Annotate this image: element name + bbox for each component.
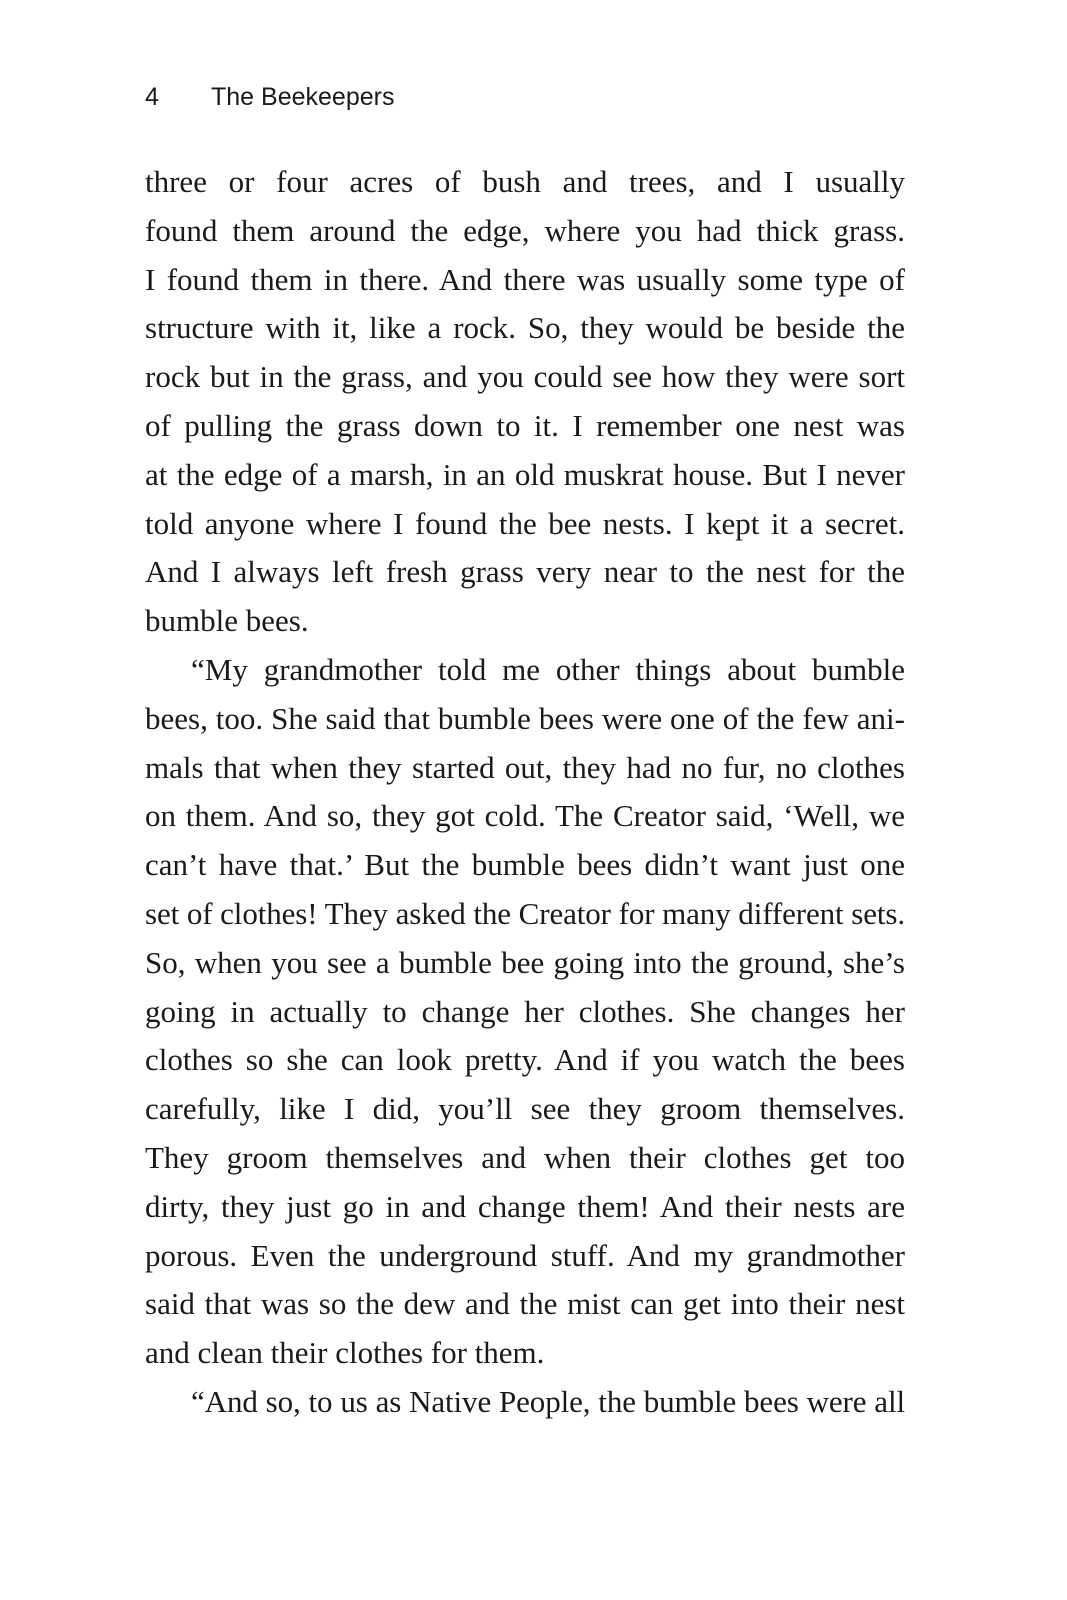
text-line: dirty, they just go in and change them! And their nests are: [145, 1188, 905, 1224]
text-line: set of clothes! They asked the Creator for many different sets.: [145, 895, 905, 931]
running-title: The Beekeepers: [211, 83, 395, 111]
text-line: told anyone where I found the bee nests. I kept it a secret.: [145, 505, 905, 541]
text-line: three or four acres of bush and trees, and I usually: [145, 164, 905, 199]
paragraph-first-line: “My grandmother told me other things about bumble: [191, 651, 905, 687]
text-line: structure with it, like a rock. So, they would be beside the: [145, 310, 905, 346]
text-line: carefully, like I did, you’ll see they groom themselves.: [145, 1091, 905, 1127]
page-number: 4: [145, 83, 159, 111]
text-line: rock but in the grass, and you could see how they were sort: [145, 359, 905, 395]
paragraph-end-line: bumble bees.: [145, 603, 309, 639]
text-line: And I always left fresh grass very near to the nest for the: [145, 554, 905, 590]
running-head: [145, 80, 394, 114]
text-line: of pulling the grass down to it. I remember one nest was: [145, 407, 905, 443]
text-line: said that was so the dew and the mist can get into their nest: [145, 1286, 905, 1322]
text-line: can’t have that.’ But the bumble bees didn’t want just one: [145, 847, 905, 883]
text-line: found them around the edge, where you had thick grass.: [145, 212, 905, 248]
text-line: clothes so she can look pretty. And if you watch the bees: [145, 1042, 905, 1078]
paragraph-end-line: and clean their clothes for them.: [145, 1335, 545, 1371]
text-line: bees, too. She said that bumble bees were one of the few ani-: [145, 700, 905, 736]
text-line: So, when you see a bumble bee going into the ground, she’s: [145, 944, 905, 980]
paragraph-first-line: “And so, to us as Native People, the bumble bees were all: [191, 1383, 905, 1419]
text-line: mals that when they started out, they had no fur, no clothes: [145, 749, 905, 785]
text-line: going in actually to change her clothes. She changes her: [145, 993, 905, 1029]
text-line: They groom themselves and when their clothes get too: [145, 1139, 905, 1175]
text-line: I found them in there. And there was usually some type of: [145, 261, 905, 297]
text-line: at the edge of a marsh, in an old muskrat house. But I never: [145, 456, 905, 492]
body-text: [145, 158, 905, 1427]
text-line: on them. And so, they got cold. The Creator said, ‘Well, we: [145, 798, 905, 834]
text-line: porous. Even the underground stuff. And my grandmother: [145, 1237, 905, 1273]
